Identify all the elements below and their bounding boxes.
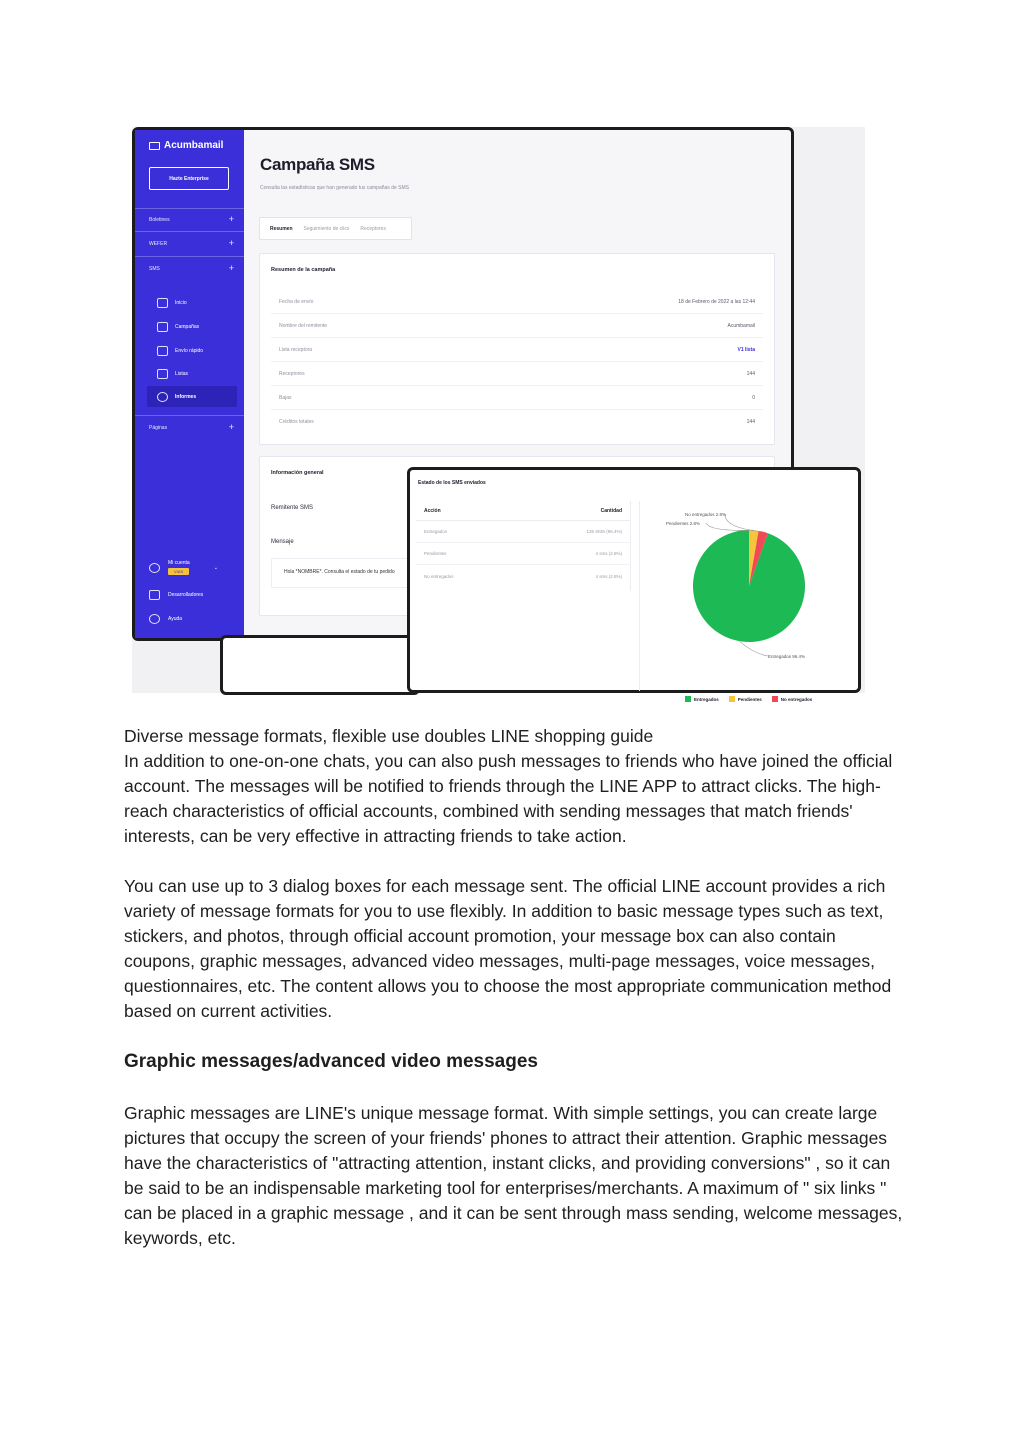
table-row xyxy=(271,362,763,386)
table-row xyxy=(271,290,763,314)
table-row xyxy=(416,543,630,565)
table-header xyxy=(416,501,630,521)
pie-annotation: Entregados 96.4% xyxy=(768,654,806,659)
tab-resumen[interactable]: Resumen xyxy=(270,225,293,232)
pie-annotation: Pendientes 2.8% xyxy=(666,521,701,526)
section-heading: Graphic messages/advanced video messages xyxy=(124,1051,538,1072)
page-subtitle: Consulta las estadísticas que han generado tus campañas de SMS xyxy=(260,185,409,191)
sidebar-divider xyxy=(135,415,244,416)
plus-icon: + xyxy=(228,422,234,432)
list-icon xyxy=(157,369,168,379)
section-label: WEFER xyxy=(149,241,168,247)
tab-seguimiento[interactable]: Seguimiento de clics xyxy=(303,225,350,232)
row-value: 135 SMS (96.4%) xyxy=(586,529,622,534)
plus-icon: + xyxy=(228,214,234,224)
chart-legend xyxy=(685,696,812,702)
table-row xyxy=(271,314,763,338)
chart-icon xyxy=(157,392,168,402)
summary-card xyxy=(259,253,775,445)
sidebar-logo[interactable] xyxy=(149,140,223,151)
legend-swatch xyxy=(772,696,778,702)
row-value: 0 xyxy=(752,394,755,401)
report-title: Estado de los SMS enviados xyxy=(418,480,486,486)
page-title: Campaña SMS xyxy=(260,155,375,174)
list-link[interactable]: V1 lista xyxy=(737,346,755,353)
sidebar-divider xyxy=(135,208,244,209)
row-label: No entregados xyxy=(424,573,454,579)
header-quantity: Cantidad xyxy=(600,507,622,514)
row-value: 4 sms (2.8%) xyxy=(595,573,622,579)
row-label: Entregados xyxy=(424,529,448,534)
sidebar-item-campanas[interactable] xyxy=(157,316,237,337)
section-label: Boletines xyxy=(149,217,170,223)
sidebar-section-sms[interactable] xyxy=(149,263,234,273)
card-title: Información general xyxy=(271,470,324,476)
annotation-leader-line xyxy=(739,641,768,656)
developers-link[interactable] xyxy=(149,590,203,600)
paragraph-formats: You can use up to 3 dialog boxes for each message sent. The official LINE account provides a rich variety of message formats for you to use flexibly. In addition to basic message types such as text, stickers, and photos, through official account promotion, your message box can also contain coupons, graphic messages, advanced video messages, multi-page messages, voice messages, questionnaires, etc. The content allows you to choose the most appropriate communication method based on current activities. xyxy=(124,876,892,1021)
legend-label: No entregados xyxy=(780,696,813,702)
sidebar-section-paginas[interactable] xyxy=(149,422,234,432)
help-link[interactable] xyxy=(149,614,182,624)
row-value: 144 xyxy=(746,419,755,425)
legend-swatch xyxy=(685,696,691,702)
legend-item xyxy=(772,696,813,702)
row-label: Pendientes xyxy=(424,551,447,556)
table-row xyxy=(416,521,630,543)
row-value: Acumbamail xyxy=(727,322,755,329)
account-label: Mi cuenta xyxy=(168,560,190,566)
user-icon xyxy=(149,563,160,573)
card-title: Resumen de la campaña xyxy=(271,267,336,273)
help-icon xyxy=(149,614,160,624)
legend-label: Pendientes xyxy=(737,696,762,702)
sidebar-divider xyxy=(135,231,244,232)
pie-chart xyxy=(640,501,856,691)
report-window xyxy=(407,467,861,702)
report-table xyxy=(416,501,631,591)
sidebar-item-informes[interactable] xyxy=(147,386,237,407)
annotation-leader-line xyxy=(725,514,763,532)
sidebar-item-label: Campañas xyxy=(175,323,200,330)
enterprise-button[interactable]: Hazte Enterprise xyxy=(149,167,229,190)
header-action: Acción xyxy=(424,507,441,514)
code-icon xyxy=(149,590,160,600)
home-icon xyxy=(157,298,168,308)
pie-chart-area xyxy=(639,501,855,702)
sidebar-item-label: Inicio xyxy=(175,299,187,306)
table-row xyxy=(271,386,763,410)
chat-icon xyxy=(157,346,168,356)
legend-swatch xyxy=(729,696,735,702)
tab-receptores[interactable]: Receptores xyxy=(360,225,386,232)
mail-icon xyxy=(149,142,160,150)
pie-annotation: No entregados 2.8% xyxy=(685,512,727,517)
message-label: Mensaje xyxy=(271,539,294,545)
sidebar-divider xyxy=(135,256,244,257)
legend-label: Entregados xyxy=(694,696,719,702)
background-window xyxy=(220,635,420,695)
paragraph-graphic-messages: Graphic messages are LINE's unique message format. With simple settings, you can create large pictures that occupy the screen of your friends' phones to attract their attention. Graphic messages have the characteristics of "attracting attention, instant clicks, and providing conversions" , so it can be said to be an indispensable marketing tool for enterprises/merchants. A maximum of " six links " can be placed in a graphic message , and it can be sent through mass sending, welcome messages, keywords, etc. xyxy=(124,1103,903,1248)
plus-icon: + xyxy=(228,263,234,273)
sidebar-item-envio-rapido[interactable] xyxy=(157,340,237,361)
sidebar-item-listas[interactable] xyxy=(157,363,237,384)
row-label: Lista receptora xyxy=(279,346,313,353)
row-value: 18 de Febrero de 2022 a las 12:44 xyxy=(678,298,755,305)
row-label: Receptores xyxy=(279,370,305,377)
section-label: SMS xyxy=(149,266,160,272)
legend-item xyxy=(729,696,762,702)
legend-item xyxy=(685,696,719,702)
article-figure xyxy=(132,127,865,702)
row-value: 4 sms (2.8%) xyxy=(595,551,622,556)
section-label: Páginas xyxy=(149,425,168,431)
paragraph-intro: Diverse message formats, flexible use doubles LINE shopping guide In addition to one-on-one chats, you can also push messages to friends who have joined the official account. The messages will be notified to friends through the LINE APP to attract clicks. The high-reach characteristics of official accounts, combined with sending messages that match friends' interests, can be very effective in attracting friends to take action. xyxy=(124,726,893,846)
sidebar-item-label: Informes xyxy=(175,393,197,400)
account-menu[interactable] xyxy=(149,560,218,575)
table-row xyxy=(416,565,630,587)
logo-text: Acumbamail xyxy=(164,140,224,151)
sidebar-section-wefer[interactable] xyxy=(149,238,234,248)
sidebar-section-boletines[interactable] xyxy=(149,214,234,224)
row-value: 144 xyxy=(746,370,755,377)
developers-label: Desarrolladores xyxy=(168,592,204,598)
table-row xyxy=(271,410,763,434)
help-label: Ayuda xyxy=(168,616,183,622)
sidebar-item-inicio[interactable] xyxy=(157,292,237,313)
send-icon xyxy=(157,322,168,332)
row-label: Bajas xyxy=(279,394,292,401)
row-label: Créditos totales xyxy=(279,419,314,425)
plan-badge: VIAS xyxy=(168,568,189,575)
sender-label: Remitente SMS xyxy=(271,505,314,511)
plus-icon: + xyxy=(228,238,234,248)
sidebar-item-label: Envío rápido xyxy=(175,347,204,354)
row-label: Fecha de envío xyxy=(279,298,314,305)
row-label: Nombre del remitente xyxy=(279,322,328,329)
chevron-down-icon: ⌄ xyxy=(213,564,218,571)
sidebar-item-label: Listas xyxy=(175,370,189,377)
tab-bar xyxy=(259,217,412,240)
table-row xyxy=(271,338,763,362)
sidebar xyxy=(135,130,244,638)
message-preview: Hola *NOMBRE*. Consulta el estado de tu pedido xyxy=(271,558,461,588)
